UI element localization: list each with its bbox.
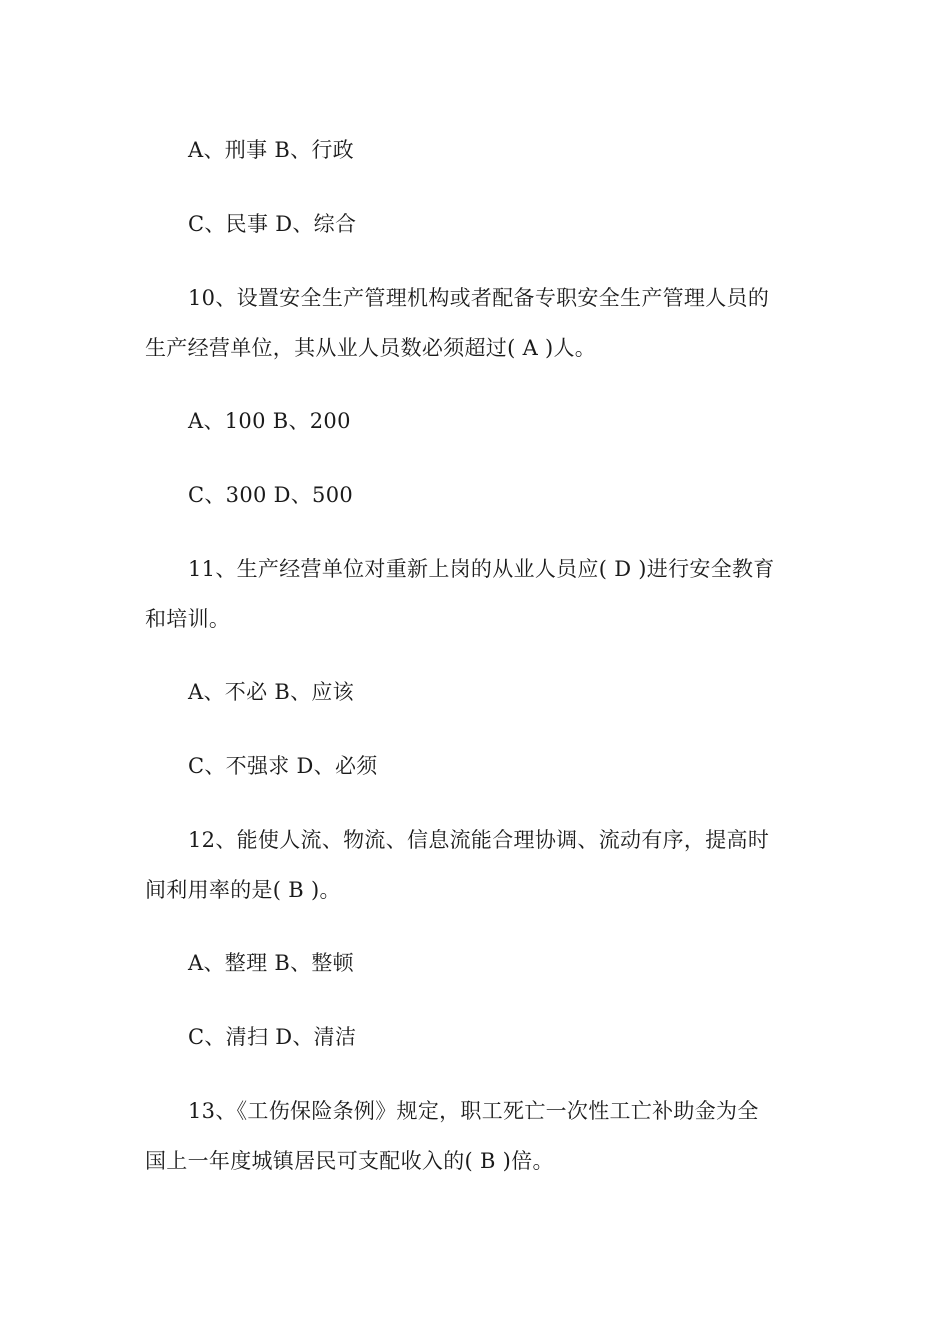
q9-options-cd: C、民事 D、综合 [188,212,357,236]
q10-text-line1: 10、设置安全生产管理机构或者配备专职安全生产管理人员的 [188,286,770,310]
q10-options-ab: A、100 B、200 [188,409,351,433]
q12-options-ab: A、整理 B、整顿 [188,951,354,975]
q11-options-cd: C、不强求 D、必须 [188,754,378,778]
q10-text-line2: 生产经营单位，其从业人员数必须超过( A )人。 [145,336,597,360]
q12-text-line1: 12、能使人流、物流、信息流能合理协调、流动有序，提高时 [188,828,770,852]
q13-text-line2: 国上一年度城镇居民可支配收入的( B )倍。 [145,1149,554,1173]
q12-options-cd: C、清扫 D、清洁 [188,1025,357,1049]
q9-options-ab: A、刑事 B、行政 [188,138,354,162]
q11-options-ab: A、不必 B、应该 [188,680,354,704]
q13-text-line1: 13、《工伤保险条例》规定，职工死亡一次性工亡补助金为全 [188,1099,759,1123]
q12-text-line2: 间利用率的是( B )。 [145,878,341,902]
q11-text-line1: 11、生产经营单位对重新上岗的从业人员应( D )进行安全教育 [188,557,775,581]
q11-text-line2: 和培训。 [145,607,231,631]
q10-options-cd: C、300 D、500 [188,483,354,507]
